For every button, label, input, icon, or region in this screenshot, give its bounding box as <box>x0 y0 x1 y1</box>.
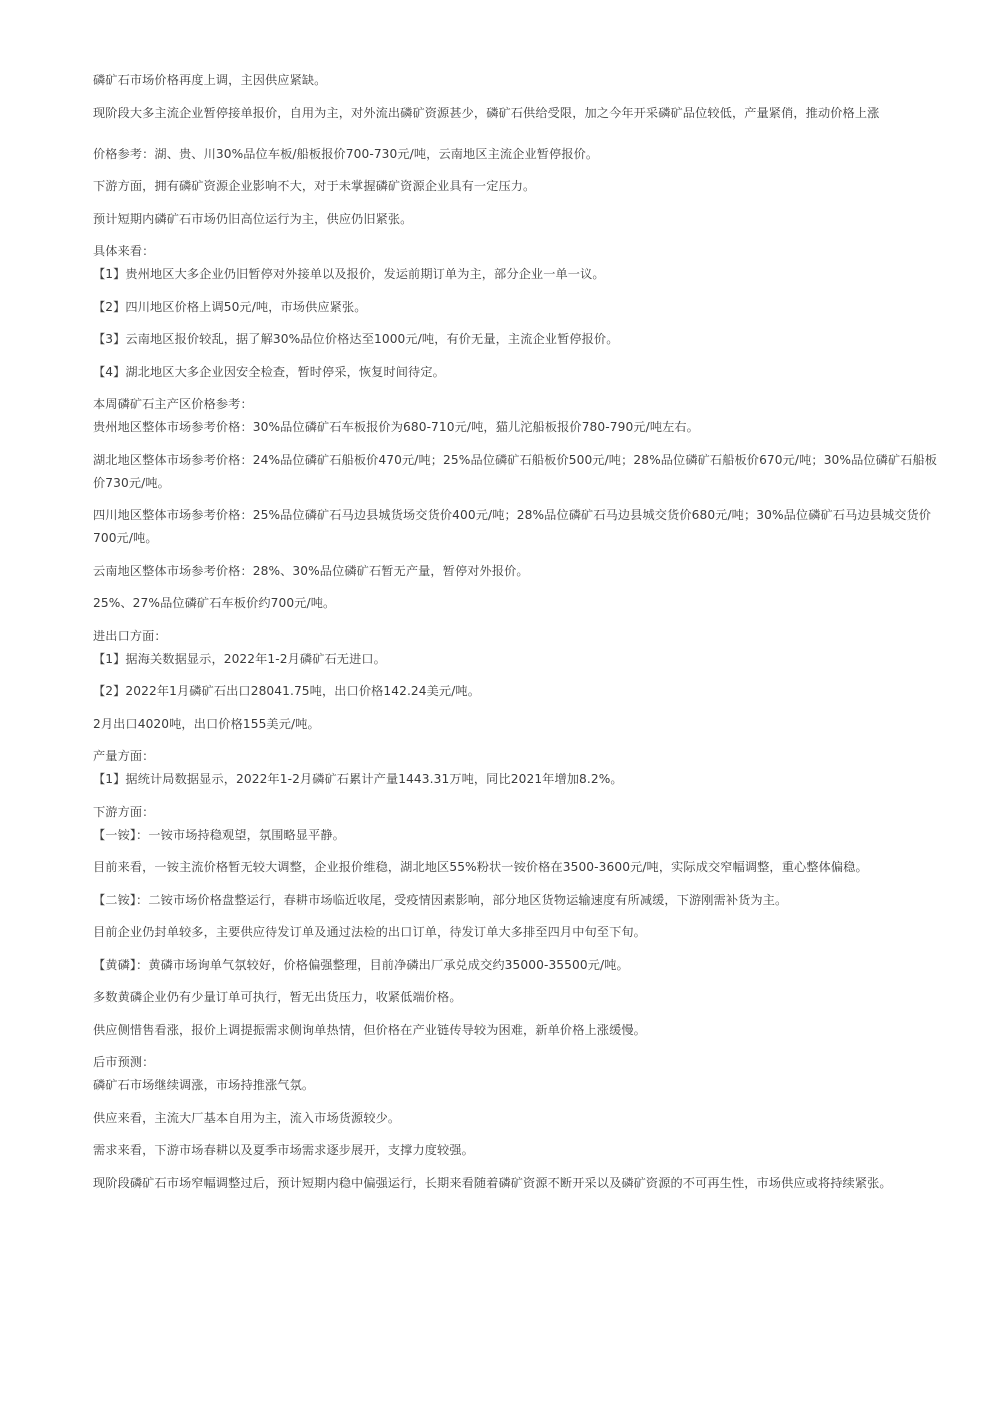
section-heading: 后市预测： <box>93 1055 155 1069</box>
paragraph: 【二铵】：二铵市场价格盘整运行，春耕市场临近收尾，受疫情因素影响，部分地区货物运输速度有所减缓，下游刚需补货为主。 <box>93 892 788 907</box>
section-heading: 进出口方面： <box>93 628 167 643</box>
paragraph: 【2】四川地区价格上调50元/吨，市场供应紧张。 <box>93 299 367 314</box>
section-heading: 具体来看： <box>93 244 155 258</box>
paragraph: 现阶段大多主流企业暂停接单报价，自用为主，对外流出磷矿资源甚少，磷矿石供给受限，加之今年开采磷矿品位较低，产量紧俏，推动价格上涨 <box>93 105 880 120</box>
section-heading: 本周磷矿石主产区价格参考： <box>93 397 253 411</box>
paragraph: 【1】据海关数据显示，2022年1-2月磷矿石无进口。 <box>93 651 386 666</box>
paragraph: 25%、27%品位磷矿石车板价约700元/吨。 <box>93 596 336 610</box>
paragraph: 【4】湖北地区大多企业因安全检查，暂时停采，恢复时间待定。 <box>93 364 445 379</box>
section-heading: 产量方面： <box>93 749 155 763</box>
paragraph: 贵州地区整体市场参考价格：30%品位磷矿石车板报价为680-710元/吨，猫儿沱船板报价780-790元/吨左右。 <box>93 420 699 434</box>
paragraph: 现阶段磷矿石市场窄幅调整过后，预计短期内稳中偏强运行，长期来看随着磷矿资源不断开采以及磷矿资源的不可再生性，市场供应或将持续紧张。 <box>93 1175 892 1190</box>
paragraph: 【3】云南地区报价较乱，据了解30%品位价格达至1000元/吨，有价无量，主流企业暂停报价。 <box>93 332 619 346</box>
paragraph: 价格参考：湖、贵、川30%品位车板/船板报价700-730元/吨，云南地区主流企业暂停报价。 <box>93 146 599 161</box>
paragraph: 下游方面，拥有磷矿资源企业影响不大，对于未掌握磷矿资源企业具有一定压力。 <box>93 179 536 193</box>
paragraph: 需求来看，下游市场春耕以及夏季市场需求逐步展开，支撑力度较强。 <box>93 1143 474 1157</box>
paragraph: 预计短期内磷矿石市场仍旧高位运行为主，供应仍旧紧张。 <box>93 211 413 226</box>
document-body <box>93 69 949 1204</box>
paragraph: 多数黄磷企业仍有少量订单可执行，暂无出货压力，收紧低端价格。 <box>93 990 462 1004</box>
paragraph: 供应侧惜售看涨，报价上调提振需求侧询单热情，但价格在产业链传导较为困难，新单价格上涨缓慢。 <box>93 1022 646 1037</box>
paragraph: 【黄磷】：黄磷市场询单气氛较好，价格偏强整理，目前净磷出厂承兑成交约35000-35500元/吨。 <box>93 957 629 972</box>
paragraph: 2月出口4020吨，出口价格155美元/吨。 <box>93 716 320 731</box>
paragraph: 目前来看，一铵主流价格暂无较大调整，企业报价维稳，湖北地区55%粉状一铵价格在3500-3600元/吨，实际成交窄幅调整，重心整体偏稳。 <box>93 860 868 874</box>
paragraph: 【一铵】：一铵市场持稳观望，氛围略显平静。 <box>93 827 345 842</box>
paragraph: 湖北地区整体市场参考价格：24%品位磷矿石船板价470元/吨；25%品位磷矿石船板价500元/吨；28%品位磷矿石船板价670元/吨；30%品位磷矿石船板价730元/吨。 <box>93 452 938 490</box>
paragraph: 磷矿石市场价格再度上调，主因供应紧缺。 <box>93 73 327 87</box>
paragraph: 磷矿石市场继续调涨，市场持推涨气氛。 <box>93 1078 315 1092</box>
paragraph: 【1】贵州地区大多企业仍旧暂停对外接单以及报价，发运前期订单为主，部分企业一单一议。 <box>93 267 605 281</box>
paragraph: 四川地区整体市场参考价格：25%品位磷矿石马边县城货场交货价400元/吨；28%品位磷矿石马边县城交货价680元/吨；30%品位磷矿石马边县城交货价700元/吨。 <box>93 508 932 545</box>
paragraph: 【1】据统计局数据显示，2022年1-2月磷矿石累计产量1443.31万吨，同比2021年增加8.2%。 <box>93 772 623 786</box>
paragraph: 云南地区整体市场参考价格：28%、30%品位磷矿石暂无产量，暂停对外报价。 <box>93 563 529 578</box>
paragraph: 供应来看，主流大厂基本自用为主，流入市场货源较少。 <box>93 1110 401 1125</box>
paragraph: 目前企业仍封单较多，主要供应待发订单及通过法检的出口订单，待发订单大多排至四月中旬至下旬。 <box>93 925 646 939</box>
section-heading: 下游方面： <box>93 804 155 819</box>
paragraph: 【2】2022年1月磷矿石出口28041.75吨，出口价格142.24美元/吨。 <box>93 684 480 698</box>
